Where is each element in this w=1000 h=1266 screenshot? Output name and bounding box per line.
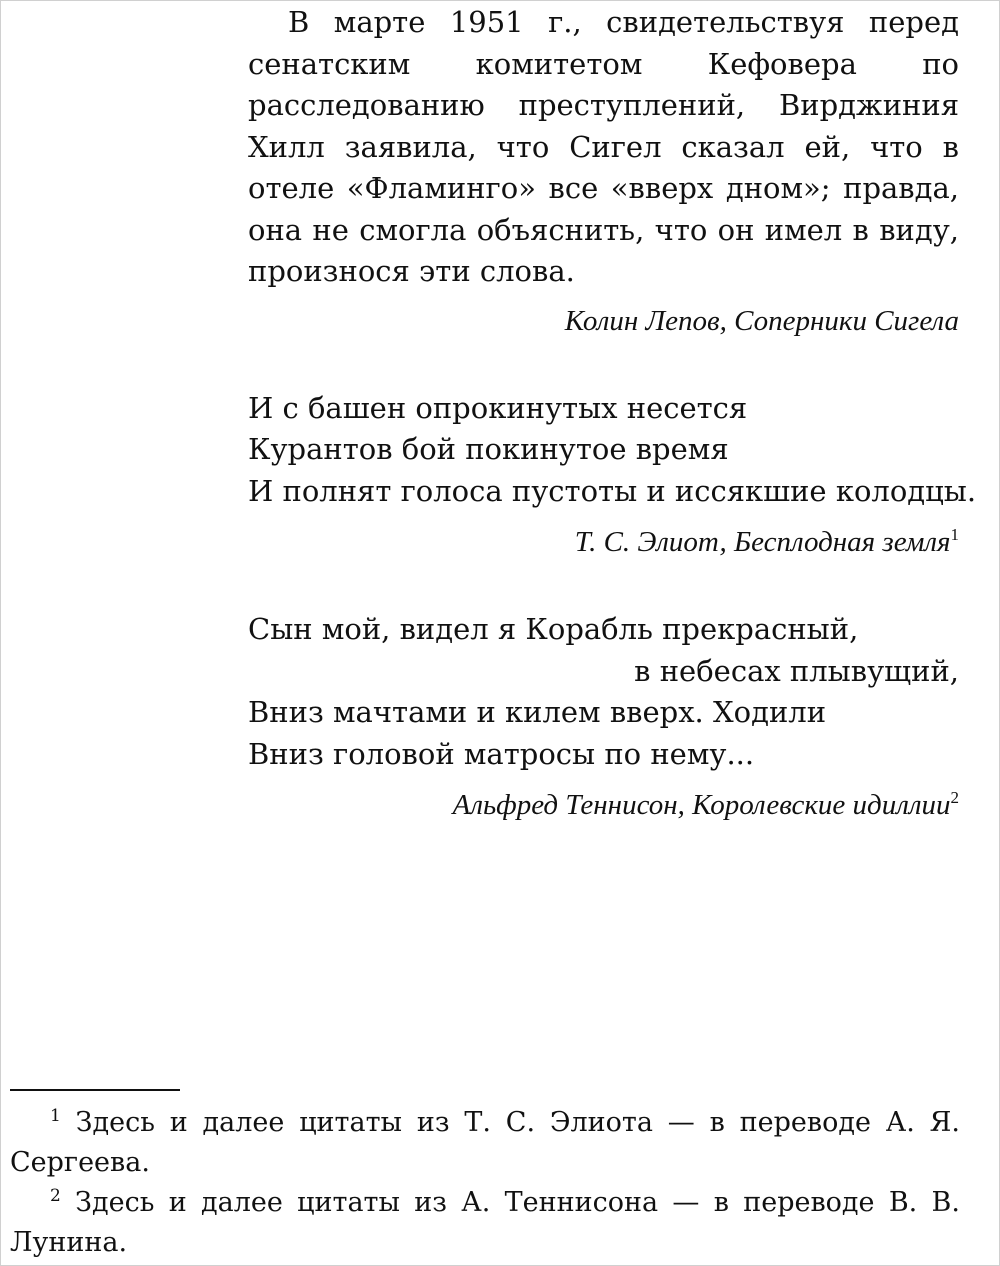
- epigraph-3-verse: [248, 609, 959, 775]
- verse-line: И с башен опрокинутых несется: [248, 390, 748, 425]
- epigraph-3-attribution: Альфред Теннисон, Королевские идиллии: [452, 789, 951, 821]
- verse-line: Курантов бой покинутое время: [248, 432, 729, 466]
- verse-line: Вниз мачтами и килем вверх. Ходили: [248, 695, 827, 729]
- epigraph-2-attribution: Т. С. Элиот, Бесплодная земля: [574, 526, 951, 558]
- epigraphs-block: [248, 0, 977, 826]
- epigraph-1-text: В марте 1951 г., свидетельствуя перед сенатским комитетом Кефовера по расследованию преступлений, Вирджиния Хилл заявила, что Сигел сказал ей, что в отеле «Фламинго» все «вверх дном»; правда, она не смогла объяснить, что он имел в виду, произнося эти слова.: [248, 5, 959, 288]
- footnote-1-number: 1: [50, 1106, 61, 1126]
- footnotes-block: [10, 1103, 960, 1263]
- footnote-ref-1[interactable]: 1: [950, 525, 959, 544]
- epigraph-1-attribution: Колин Лепов, Соперники Сигела: [564, 304, 959, 337]
- epigraph-2-verse: [248, 388, 977, 513]
- verse-line-indented: в небесах плывущий,: [634, 653, 959, 688]
- footnote-1: [10, 1103, 960, 1183]
- footnote-divider: [10, 1089, 180, 1091]
- footnote-1-text: Здесь и далее цитаты из Т. С. Элиота — в переводе А. Я. Сергеева.: [10, 1107, 960, 1178]
- verse-line: И полнят голоса пустоты и иссякшие колодцы.: [248, 473, 977, 508]
- footnote-2-text: Здесь и далее цитаты из А. Теннисона — в переводе В. В. Лунина.: [10, 1187, 960, 1258]
- epigraph-3-attribution-line: [248, 785, 959, 826]
- footnote-2: [10, 1183, 960, 1263]
- epigraph-2-attribution-line: [248, 522, 959, 563]
- footnote-2-number: 2: [50, 1186, 61, 1206]
- verse-line: Сын мой, видел я Корабль прекрасный,: [248, 612, 859, 646]
- footnote-ref-2[interactable]: 2: [950, 788, 959, 807]
- verse-line: Вниз головой матросы по нему...: [248, 736, 755, 771]
